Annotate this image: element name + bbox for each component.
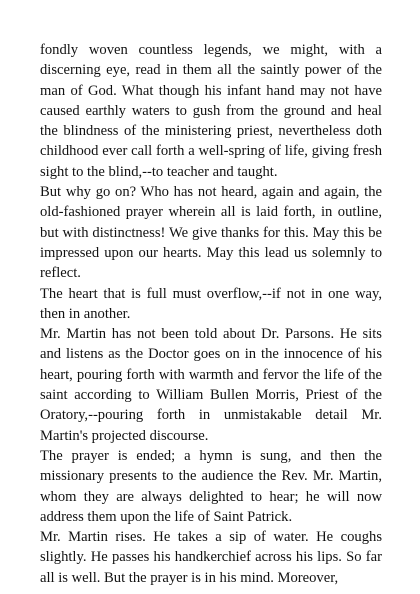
paragraph-4: Mr. Martin has not been told about Dr. Parsons. He sits and listens as the Doctor goes on in the innocence of his heart, pouring forth with warmth and fervor the life of the saint according to William Bullen Morris, Priest of the Oratory,--pouring forth in unmistakable detail Mr. Martin's projected discourse. — [40, 326, 382, 444]
paragraph-2: But why go on? Who has not heard, again and again, the old-fashioned prayer wherein all is laid forth, in outline, but with distinctness! We give thanks for this. May this be impressed upon our hearts. May this lead us solemnly to reflect. — [40, 184, 382, 282]
paragraph-3: The heart that is full must overflow,--if not in one way, then in another. — [40, 285, 382, 322]
paragraph-1: fondly woven countless legends, we might, with a discerning eye, read in them all the saintly power of the man of God. What though his infant hand may not have caused earthly waters to gush from the ground and heal the blindness of the ministering priest, nevertheless doth childhood ever call forth a well-spring of life, giving fresh sight to the blind,--to teacher and taught. — [40, 42, 382, 180]
paragraph-5: The prayer is ended; a hymn is sung, and then the missionary presents to the audience the Rev. Mr. Martin, whom they are always delighted to hear; he will now address them upon the life of Saint Patrick. — [40, 447, 382, 525]
paragraph-6: Mr. Martin rises. He takes a sip of water. He coughs slightly. He passes his handkerchief across his lips. So far all is well. But the prayer is in his mind. Moreover, — [40, 529, 382, 586]
